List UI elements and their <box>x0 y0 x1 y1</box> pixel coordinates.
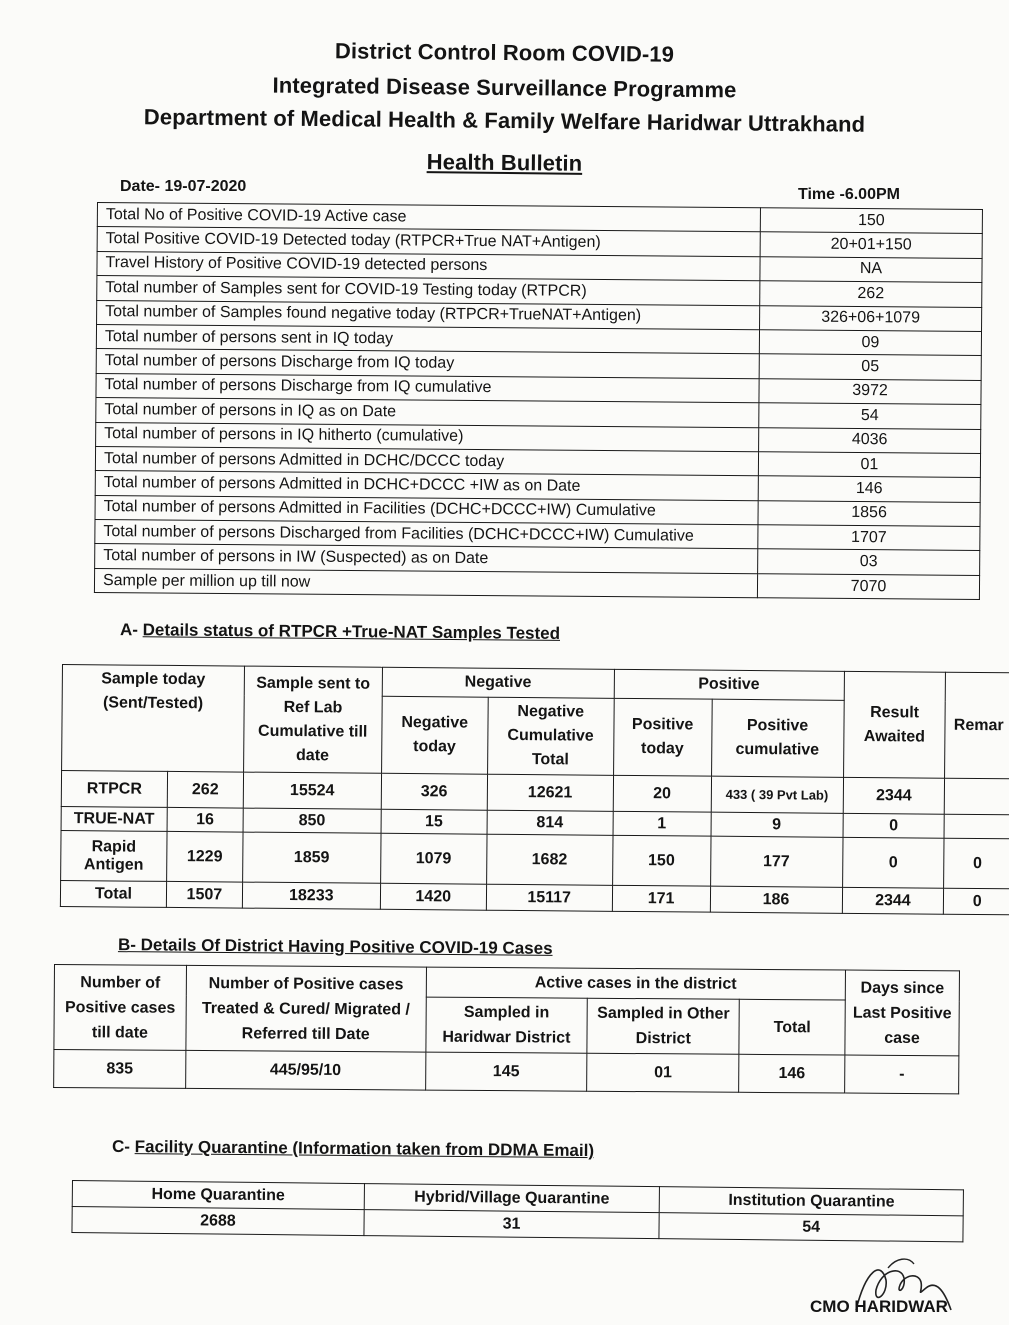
summary-value: 54 <box>759 403 981 429</box>
cell-awaited: 0 <box>842 837 944 888</box>
summary-label: Total Positive COVID-19 Detected today (RTPCR+True NAT+Antigen) <box>97 227 760 257</box>
cell-pos-today: 150 <box>612 835 710 886</box>
cell-neg-today: 1079 <box>380 833 486 884</box>
summary-value: NA <box>760 256 982 282</box>
summary-value: 01 <box>758 452 980 478</box>
summary-label: Total number of persons Admitted in DCHC+DCCC +IW as on Date <box>95 471 758 501</box>
cell-neg-cum: 12621 <box>487 774 613 811</box>
header-sample-sent: Sample sent to Ref Lab Cumulative till date <box>243 666 382 773</box>
section-c-prefix: C- <box>111 1136 135 1157</box>
cell-pos-today: 171 <box>612 885 710 912</box>
summary-value: 1707 <box>758 525 980 551</box>
cell-remarks <box>945 778 1009 815</box>
summary-value: 4036 <box>759 427 981 453</box>
summary-label: Total number of persons in IW (Suspected) as on Date <box>95 544 758 574</box>
section-a-heading <box>120 620 560 644</box>
summary-value: 09 <box>759 330 981 356</box>
institution-quarantine-value: 54 <box>659 1213 963 1242</box>
cell-name: TRUE-NAT <box>61 806 167 831</box>
summary-label: Total number of persons in IQ hitherto (cumulative) <box>96 422 759 452</box>
title-health-bulletin: Health Bulletin <box>426 149 583 176</box>
cell-name: RTPCR <box>61 771 167 808</box>
summary-value: 262 <box>760 281 982 307</box>
summary-label: Total number of persons in IQ as on Date <box>96 398 759 428</box>
hybrid-quarantine-value: 31 <box>364 1210 660 1239</box>
section-b-title: B- Details Of District Having Positive COVID-19 Cases <box>117 935 553 958</box>
sampled-haridwar-value: 145 <box>425 1052 587 1091</box>
summary-value: 1856 <box>758 500 980 526</box>
header-institution-quarantine: Institution Quarantine <box>660 1187 964 1216</box>
cell-awaited: 2344 <box>842 887 944 914</box>
samples-tested-table <box>60 664 1009 915</box>
cell-sent: 18233 <box>242 882 380 909</box>
header-active-cases: Active cases in the district <box>426 967 846 1000</box>
section-c-heading <box>112 1137 594 1161</box>
signatory: CMO HARIDWAR <box>810 1297 948 1316</box>
summary-label: Total number of persons Discharge from IQ cumulative <box>96 373 759 403</box>
summary-value: 3972 <box>759 378 981 404</box>
section-a-prefix: A- <box>119 620 143 640</box>
district-positive-table <box>53 964 960 1094</box>
header-days-since: Days since Last Positive case <box>845 970 960 1056</box>
cell-name: Total <box>60 880 166 907</box>
cell-pos-cum: 186 <box>710 886 842 913</box>
table-row <box>61 830 1009 888</box>
active-total-value: 146 <box>739 1054 845 1093</box>
cell-today: 1229 <box>167 831 243 882</box>
summary-label: Total number of persons Admitted in DCHC/DCCC today <box>95 446 758 476</box>
cell-pos-cum: 177 <box>710 836 842 887</box>
summary-label: Total number of Samples sent for COVID-19 Testing today (RTPCR) <box>97 276 760 306</box>
summary-label: Total number of persons sent in IQ today <box>96 324 759 354</box>
summary-table <box>94 202 983 600</box>
cell-neg-cum: 814 <box>487 810 613 835</box>
summary-label: Total number of Samples found negative today (RTPCR+TrueNAT+Antigen) <box>97 300 760 330</box>
header-positive-till-date: Number of Positive cases till date <box>54 965 186 1051</box>
header-sampled-other: Sampled in Other District <box>587 998 739 1054</box>
cell-remarks: 0 <box>944 888 1009 915</box>
title-idsp: Integrated Disease Surveillance Programme <box>272 72 737 103</box>
summary-value: 03 <box>758 549 980 575</box>
cell-pos-today: 20 <box>613 775 711 812</box>
cell-awaited: 0 <box>843 813 945 838</box>
home-quarantine-value: 2688 <box>72 1207 364 1236</box>
header-negative: Negative <box>382 667 614 698</box>
summary-value: 326+06+1079 <box>760 305 982 331</box>
cell-sent: 850 <box>243 808 381 833</box>
summary-value: 7070 <box>757 574 979 600</box>
title-district-control-room: District Control Room COVID-19 <box>334 38 675 67</box>
summary-label: Total number of persons Discharged from Facilities (DCHC+DCCC+IW) Cumulative <box>95 520 758 550</box>
summary-label: Total number of persons Admitted in Facilities (DCHC+DCCC+IW) Cumulative <box>95 495 758 525</box>
days-since-value: - <box>845 1055 959 1094</box>
header-hybrid-quarantine: Hybrid/Village Quarantine <box>364 1184 660 1213</box>
cell-pos-cum: 433 ( 39 Pvt Lab) <box>711 776 843 813</box>
cell-remarks <box>944 814 1009 839</box>
header-negative-today: Negative today <box>381 696 488 774</box>
summary-label: Sample per million up till now <box>94 568 757 598</box>
cell-neg-cum: 15117 <box>486 884 612 911</box>
quarantine-table <box>71 1180 964 1242</box>
cell-name: Rapid Antigen <box>61 830 167 881</box>
cell-pos-cum: 9 <box>711 812 843 837</box>
cell-awaited: 2344 <box>843 777 945 814</box>
cell-neg-today: 1420 <box>380 883 486 910</box>
treated-value: 445/95/10 <box>185 1050 425 1090</box>
title-department: Department of Medical Health & Family Welfare Haridwar Uttrakhand <box>143 104 866 137</box>
header-treated-cured: Number of Positive cases Treated & Cured/ Migrated / Referred till Date <box>186 965 426 1052</box>
summary-value: 20+01+150 <box>760 232 982 258</box>
positive-till-date-value: 835 <box>54 1050 186 1089</box>
summary-label: Total No of Positive COVID-19 Active case <box>97 203 760 233</box>
cell-sent: 15524 <box>243 772 381 809</box>
cell-sent: 1859 <box>242 832 380 883</box>
cell-today: 262 <box>167 771 243 808</box>
summary-label: Total number of persons Discharge from IQ today <box>96 349 759 379</box>
sampled-other-value: 01 <box>587 1053 739 1092</box>
cell-today: 16 <box>167 807 243 832</box>
header-positive-today: Positive today <box>613 698 712 776</box>
header-positive: Positive <box>614 669 844 700</box>
header-sample-today: Sample today (Sent/Tested) <box>62 665 245 773</box>
header-result-awaited: Result Awaited <box>843 671 946 778</box>
section-c-title: Facility Quarantine (Information taken from DDMA Email) <box>134 1137 595 1161</box>
bulletin-date: Date- 19-07-2020 <box>120 178 247 195</box>
header-sampled-haridwar: Sampled in Haridwar District <box>425 997 587 1053</box>
cell-neg-today: 15 <box>381 809 487 834</box>
section-a-title: Details status of RTPCR +True-NAT Samples Tested <box>142 620 561 643</box>
header-remarks: Remar <box>945 672 1009 779</box>
cell-neg-today: 326 <box>381 773 487 810</box>
cell-today: 1507 <box>166 881 242 908</box>
summary-value: 146 <box>758 476 980 502</box>
cell-neg-cum: 1682 <box>486 834 612 885</box>
summary-label: Travel History of Positive COVID-19 detected persons <box>97 251 760 281</box>
summary-value: 05 <box>759 354 981 380</box>
section-b-heading <box>118 935 553 959</box>
header-home-quarantine: Home Quarantine <box>72 1181 364 1210</box>
bulletin-time: Time -6.00PM <box>798 186 900 203</box>
header-active-total: Total <box>739 999 845 1055</box>
cell-pos-today: 1 <box>613 811 711 836</box>
summary-value: 150 <box>760 208 982 234</box>
header-positive-cumulative: Positive cumulative <box>711 699 844 777</box>
header-negative-cumulative: Negative Cumulative Total <box>487 697 614 775</box>
cell-remarks: 0 <box>944 838 1009 889</box>
table-row <box>54 1050 959 1094</box>
